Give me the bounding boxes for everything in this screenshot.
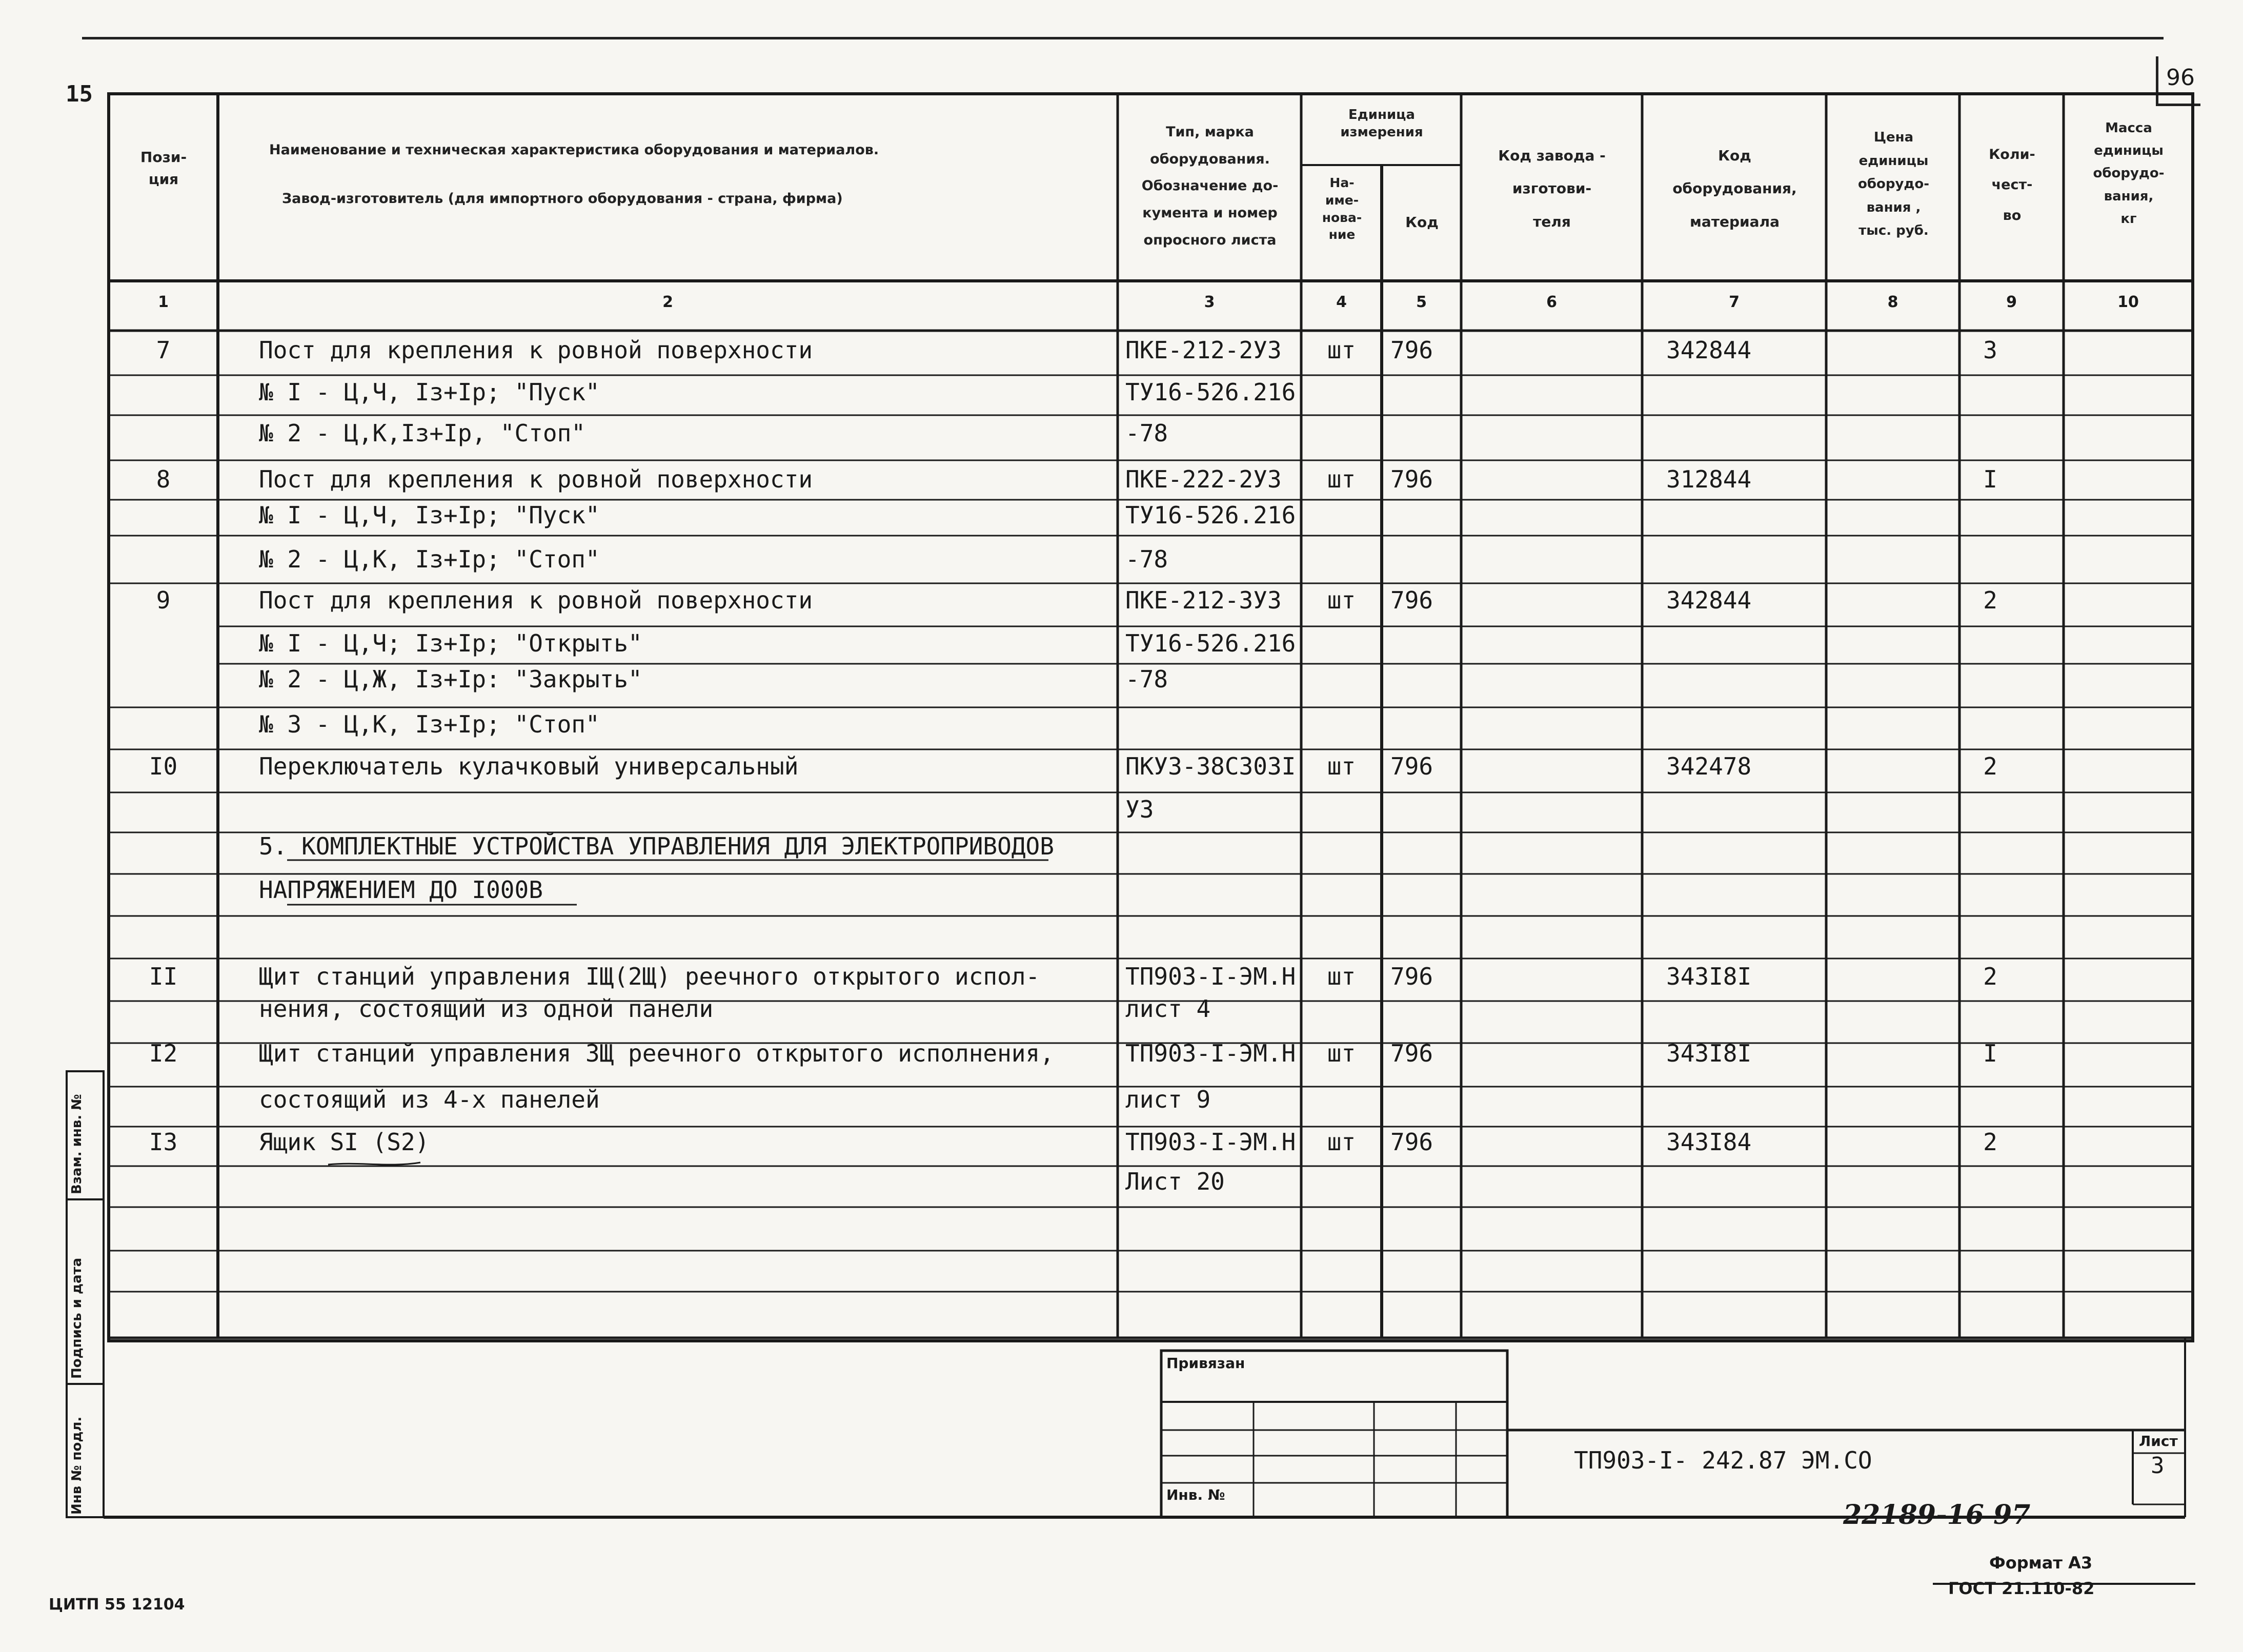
cell-name: № 2 - Ц,К, Iз+Iр; "Стоп" [259,545,600,573]
col-number: 7 [1729,293,1740,311]
cell-equip-code: 343I8I [1666,963,1752,990]
cell-pos: 9 [156,586,171,614]
margin-sign-date: Подпись и дата [69,1257,85,1379]
cell-code: 796 [1390,586,1433,614]
header-type: Тип, марка оборудования. Обозначение до- кумента и номер опросного листа [1141,124,1279,248]
cell-unit: шт [1327,963,1356,990]
cell-code: 796 [1390,963,1433,990]
cell-qty: 3 [1983,336,1997,364]
cell-name: Пост для крепления к ровной поверхности [259,586,813,614]
header-mass: Масса единицы оборудо- вания, кг [2093,120,2165,227]
header-quantity: Коли- чест- во [1989,147,2035,223]
cell-qty: 2 [1983,752,1997,780]
cell-code: 796 [1390,1128,1433,1156]
col-number: 1 [158,293,169,311]
cell-qty: I [1983,465,1997,493]
cell-unit: шт [1327,586,1356,614]
cell-name: Пост для крепления к ровной поверхности [259,336,813,364]
cell-equip-code: 342844 [1666,586,1752,614]
header-equipment-code: Код оборудования, материала [1672,147,1797,230]
cell-name: Переключатель кулачковый универсальный [259,752,799,780]
cell-pos: 8 [156,465,171,493]
cell-type: ПКЕ-212-2У3 [1125,336,1282,364]
cell-type: ТП903-I-ЭМ.Н [1125,1039,1296,1067]
cell-name: № 3 - Ц,К, Iз+Iр; "Стоп" [259,710,600,738]
margin-inv-podl: Инв № подл. [69,1416,85,1515]
cell-type: -78 [1125,665,1168,693]
header-unit-name: На- име- нова- ние [1322,175,1362,242]
format-label: Формат А3 [1989,1553,2093,1573]
cell-unit: шт [1327,465,1356,493]
cell-name: Щит станций управления IЩ(2Щ) реечного открытого испол- [259,963,1040,990]
cell-name: НАПРЯЖЕНИЕМ ДО I000В [259,876,543,904]
cell-name: нения, состоящий из одной панели [259,995,714,1023]
cell-type: ПКЕ-222-2У3 [1125,465,1282,493]
cell-equip-code: 342478 [1666,752,1752,780]
cell-name: № I - Ц,Ч; Iз+Iр; "Открыть" [259,629,642,657]
gost-label: ГОСТ 21.110-82 [1948,1579,2095,1598]
cell-type: ТУ16-526.216 [1125,501,1296,529]
cell-name: 5. КОМПЛЕКТНЫЕ УСТРОЙСТВА УПРАВЛЕНИЯ ДЛЯ ЭЛЕКТРОПРИВОДОВ [259,832,1054,860]
applied-label: Привязан [1166,1355,1245,1372]
cell-equip-code: 312844 [1666,465,1752,493]
cell-type: Лист 20 [1125,1168,1225,1195]
col-number: 4 [1336,293,1347,311]
header-name-line1: Наименование и техническая характеристика оборудования и материалов. [269,142,879,158]
document-code: ТП903-I- 242.87 ЭМ.СО [1574,1446,1872,1474]
handwritten-code: 22189-16 97 [1843,1499,2031,1531]
cell-name: № 2 - Ц,Ж, Iз+Iр: "Закрыть" [259,665,642,693]
header-price: Цена единицы оборудо- вания , тыс. руб. [1857,130,1930,238]
page-number-right: 96 [2166,65,2195,91]
cell-name: № I - Ц,Ч, Iз+Iр; "Пуск" [259,501,600,529]
col-number: 9 [2006,293,2017,311]
cell-equip-code: 343I8I [1666,1039,1752,1067]
cell-type: ПКУ3-38С303I [1125,752,1296,780]
cell-qty: 2 [1983,1128,1997,1156]
cell-pos: II [149,963,178,990]
cell-name: Щит станций управления 3Щ реечного открытого исполнения, [259,1039,1054,1067]
cell-type: ТП903-I-ЭМ.Н [1125,1128,1296,1156]
cell-code: 796 [1390,465,1433,493]
cell-qty: 2 [1983,586,1997,614]
header-unit-group: Единица измерения [1340,107,1423,140]
cell-unit: шт [1327,1128,1356,1156]
cell-name: состоящий из 4-х панелей [259,1086,600,1113]
col-number: 6 [1546,293,1557,311]
cell-pos: I2 [149,1039,178,1067]
margin-vzam-inv: Взам. инв. № [69,1094,85,1194]
cell-unit: шт [1327,1039,1356,1067]
col-number: 3 [1204,293,1215,311]
cell-equip-code: 342844 [1666,336,1752,364]
cell-qty: I [1983,1039,1997,1067]
cell-unit: шт [1327,336,1356,364]
cell-code: 796 [1390,336,1433,364]
cell-type: лист 9 [1125,1086,1211,1113]
cell-type: лист 4 [1125,995,1211,1023]
cell-name: № I - Ц,Ч, Iз+Iр; "Пуск" [259,378,600,406]
cell-name: Ящик SI (S2) [259,1128,430,1156]
sheet-label: Лист [2139,1433,2178,1450]
cell-equip-code: 343I84 [1666,1128,1752,1156]
cell-pos: I0 [149,752,178,780]
print-stamp: ЦИТП 55 12104 [49,1596,185,1614]
cell-pos: 7 [156,336,171,364]
sheet-value: 3 [2151,1453,2165,1479]
header-name-line2: Завод-изготовитель (для импортного оборудования - страна, фирма) [282,191,843,207]
col-number: 5 [1416,293,1427,311]
header-position: Пози- ция [140,149,187,188]
col-number: 2 [662,293,673,311]
cell-code: 796 [1390,1039,1433,1067]
cell-type: ПКЕ-212-3У3 [1125,586,1282,614]
cell-type: ТУ16-526.216 [1125,629,1296,657]
col-number: 8 [1887,293,1898,311]
cell-type: -78 [1125,419,1168,447]
inv-number-label: Инв. № [1166,1486,1225,1503]
cell-type: ТП903-I-ЭМ.Н [1125,963,1296,990]
cell-code: 796 [1390,752,1433,780]
col-number: 10 [2117,293,2139,311]
cell-type: У3 [1125,796,1154,823]
cell-unit: шт [1327,752,1356,780]
cell-name: № 2 - Ц,К,Iз+Iр, "Стоп" [259,419,585,447]
cell-qty: 2 [1983,963,1997,990]
page-number-left: 15 [66,81,93,107]
cell-name: Пост для крепления к ровной поверхности [259,465,813,493]
header-unit-code: Код [1405,214,1439,231]
cell-type: -78 [1125,545,1168,573]
header-maker-code: Код завода - изготови- теля [1498,147,1606,230]
cell-pos: I3 [149,1128,178,1156]
cell-type: ТУ16-526.216 [1125,378,1296,406]
